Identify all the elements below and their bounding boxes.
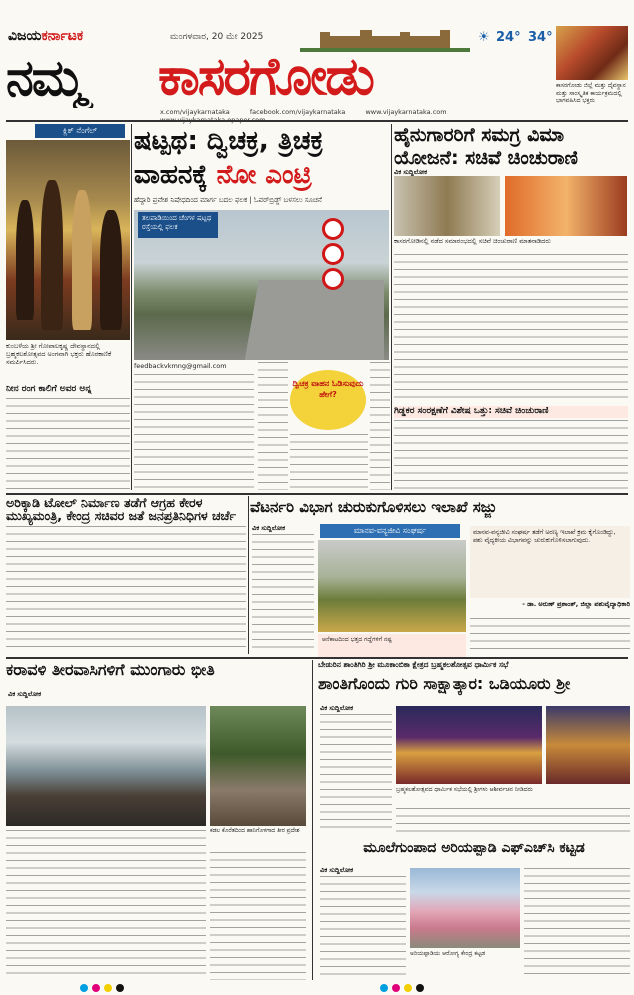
right-top-byline: ವಿಕ ಸುದ್ದಿಲೋಕ (394, 168, 428, 176)
yellow-mark-icon (104, 984, 112, 992)
no-auto-sign-icon (322, 268, 344, 290)
main-subheadline: ಹೆದ್ದಾರಿ ಪ್ರವೇಶ ನಿಷೇಧದಿಂದ ಮಾರ್ಗ ಬದಲ ಫಲಕ | ಓವರ್‌ಬ್ರಿಡ್ಜ್ ಬಳಸಲು ಸೂಚನೆ (134, 196, 322, 204)
paddy-photo-caption: ಆನೆಕಾಟದಿಂದ ಭತ್ತದ ಗದ್ದೆಗಳಿಗೆ ನಷ್ಟ (318, 634, 466, 658)
right-top-caption: ಕಾಸರಗೋಡಿನಲ್ಲಿ ನಡೆದ ಸಮಾರಂಭದಲ್ಲಿ ಸಚಿವೆ ಚಿಂಚುರಾಣಿ ಮಾತನಾಡಿದರು (394, 237, 551, 245)
fhc-caption: ಅರಿಯಪ್ಪಾಡಿಯ ಆರೋಗ್ಯ ಕೇಂದ್ರ ಕಟ್ಟಡ (410, 950, 486, 957)
brand-part-b: ಕರ್ನಾಟಕ (41, 28, 84, 44)
officer-signature: - ಡಾ. ಅರುಣ್ ಪ್ರಶಾಂತ್, ಜಿಲ್ಲಾ ಪಶುವೈದ್ಯಾಧಿಕಾರಿ (522, 600, 630, 608)
sun-icon: ☀ (478, 30, 490, 45)
fhc-body-2 (524, 868, 630, 980)
shanti-headline: ಶಾಂತಿಗೊಂದು ಗುರಿ ಸಾಕ್ಷಾತ್ಕಾರ: ಒಡಿಯೂರು ಶ್ರೀ (318, 674, 571, 693)
no-entry-signs (319, 215, 347, 305)
main-headline (134, 124, 389, 202)
toll-body (6, 526, 246, 652)
coastal-erosion-photo (6, 706, 206, 826)
reporter-email[interactable]: feedbackvkmng@gmail.com (134, 362, 227, 370)
magenta-mark-icon (392, 984, 400, 992)
shanti-byline: ವಿಕ ಸುದ್ದಿಲೋಕ (320, 704, 354, 712)
main-body-col3 (370, 362, 390, 490)
main-headline-line2: ವಾಹನಕ್ಕೆ (134, 160, 208, 190)
right-top-photo-b (505, 176, 627, 236)
monsoon-body-2 (210, 852, 306, 980)
temp-min: 24° (496, 30, 521, 45)
monsoon-caption: ಕಡಲ ಕೊರೆತದಿಂದ ಹಾನಿಗೊಳಗಾದ ತೀರ ಪ್ರದೇಶ (210, 828, 300, 834)
black-mark-icon (116, 984, 124, 992)
masthead-rule (6, 120, 628, 122)
section-rule (6, 657, 628, 659)
right-box-headline: ಗಿಡ್ಡಕರ ಸಂರಕ್ಷಣೆಗೆ ವಿಶೇಷ ಒತ್ತು: ಸಚಿವೆ ಚಿಂಚುರಾಣಿ (394, 406, 628, 418)
cyan-mark-icon (80, 984, 88, 992)
main-body-col1 (134, 374, 254, 490)
main-body-col2 (258, 362, 288, 490)
photo-badge: ತಲಪಾಡಿಯಿಂದ ಚೆಂಗಳ ಷಟ್ಪಥ ರಸ್ತೆಯಲ್ಲಿ ಫಲಕ (138, 212, 218, 238)
column-rule (131, 124, 132, 490)
officer-quote: ಮಾನವ-ವನ್ಯಜೀವಿ ಸಂಘರ್ಷ ತಡೆಗೆ ಅರಣ್ಯ ಇಲಾಖೆ ಕ್ರಮ ಕೈಗೊಂಡಿದ್ದು, ಪಶು ವೈದ್ಯಕೀಯ ವಿಭಾಗವನ್ನು ಚುರುಕುಗೊಳಿಸಲಾಗುವುದು. (470, 526, 630, 598)
no-bike-sign-icon (322, 243, 344, 265)
edition-date: ಮಂಗಳವಾರ, 20 ಮೇ 2025 (170, 32, 264, 42)
vet-body-2 (470, 618, 630, 654)
health-centre-photo (410, 868, 520, 948)
main-body-col4 (290, 434, 368, 490)
column-rule (248, 496, 249, 654)
toll-headline: ಅರಿಕ್ಕಾಡಿ ಟೋಲ್ ನಿರ್ಮಾಣ ತಡೆಗೆ ಆಗ್ರಹ ಕೇರಳ ಮುಖ್ಯಮಂತ್ರಿ, ಕೇಂದ್ರ ಸಚಿವರ ಜತೆ ಜನಪ್ರತಿನಿಧಿಗಳ ಚರ್ಚೆ (6, 495, 237, 523)
shanti-kicker: ಬೇಡುರಿನ ಶಾಂತಿಗಿರಿ ಶ್ರೀ ಮೂಕಾಂಬಿಕಾ ಕ್ಷೇತ್ರದ ಬ್ರಹ್ಮಕಲಶೋತ್ಸವ ಧಾರ್ಮಿಕ ಸಭೆ (318, 660, 509, 669)
monsoon-byline: ವಿಕ ಸುದ್ದಿಲೋಕ (8, 690, 42, 698)
website-link[interactable]: www.vijaykarnataka.com (365, 108, 447, 116)
magenta-mark-icon (92, 984, 100, 992)
right-box-body (394, 420, 628, 490)
right-top-headline: ಹೈನುಗಾರರಿಗೆ ಸಮಗ್ರ ವಿಮಾ ಯೋಜನೆ: ಸಚಿವೆ ಚಿಂಚುರಾಣಿ (394, 124, 579, 169)
brand-part-a: ವಿಜಯ (8, 28, 42, 44)
right-top-body (394, 254, 628, 404)
brand-logo (8, 28, 83, 44)
vet-byline: ವಿಕ ಸುದ್ದಿಲೋಕ (252, 524, 286, 532)
religious-meeting-photo (396, 706, 542, 784)
vet-headline: ವೆಟರ್ನರಿ ವಿಭಾಗ ಚುರುಕುಗೊಳಿಸಲು ಇಲಾಖೆ ಸಜ್ಜು (250, 498, 497, 516)
fhc-body (320, 876, 406, 980)
temp-max: 34° (528, 30, 553, 45)
right-top-photo-a (394, 176, 500, 236)
shanti-caption: ಬ್ರಹ್ಮಕಲಶೋತ್ಸವದ ಧಾರ್ಮಿಕ ಸಭೆಯಲ್ಲಿ ಶ್ರೀಗಳು ಆಶೀರ್ವಚನ ನೀಡಿದರು (396, 786, 533, 793)
temple-procession-photo (6, 140, 130, 340)
shanti-body-2 (396, 808, 630, 836)
paddy-field-photo (318, 540, 466, 632)
photo-tag: ಕ್ಲಿಕ್ ನೆಂಗೆಲ್ (35, 124, 125, 138)
shanti-body (320, 714, 392, 834)
masthead-title-a: ನಮ್ಮ (6, 49, 85, 107)
main-headline-red: ನೋ ಎಂಟ್ರಿ (216, 160, 312, 190)
print-marks (0, 982, 634, 994)
religious-meeting-photo-2 (546, 706, 630, 784)
question-callout: ದ್ವಿಚಕ್ರ ವಾಹನ ಓಡಿಸುವುದು ಹೇಗೆ? (290, 370, 366, 430)
column-rule (312, 660, 313, 980)
yellow-mark-icon (404, 984, 412, 992)
facebook-link[interactable]: facebook.com/vijaykarnataka (249, 108, 346, 116)
fhc-headline: ಮೂಲೆಗುಂಪಾದ ಅರಿಯಪ್ಪಾಡಿ ಎಫ್‌ಎಚ್‌ಸಿ ಕಟ್ಟಡ (363, 840, 585, 856)
vet-body (252, 534, 314, 652)
social-links (160, 108, 560, 118)
left-headline-2: ನೀನ ರಂಗ ಕಾಲಿಗೆ ಅವರ ಅನ್ನ (6, 384, 92, 394)
x-link[interactable]: x.com/vijaykarnataka (160, 108, 230, 116)
no-entry-sign-icon (322, 218, 344, 240)
column-rule (391, 124, 392, 490)
fhc-byline: ವಿಕ ಸುದ್ದಿಲೋಕ (320, 866, 354, 874)
left-body-text (6, 398, 130, 490)
monsoon-headline: ಕರಾವಳಿ ತೀರವಾಸಿಗಳಿಗೆ ಮುಂಗಾರು ಭೀತಿ (6, 660, 215, 679)
masthead-side-photo (556, 26, 628, 80)
cyan-mark-icon (380, 984, 388, 992)
coastal-photo-2 (210, 706, 306, 826)
masthead-side-caption: ಕಾಸರಗೋಡು ಜಿಲ್ಲೆ ಮತ್ತು ದೈವಸ್ಥಾನ ಮತ್ತು ಸಾಂಸ್ಕೃತಿಕ ಕಾರ್ಯಕ್ರಮದಲ್ಲಿ ಭಾಗವಹಿಸಿದ ಭಕ್ತರು (556, 82, 626, 104)
masthead-title-b: ಕಾಸರಗೋಡು (158, 47, 373, 107)
black-mark-icon (416, 984, 424, 992)
left-photo-caption: ಕುಂಬಳೆಯ ಶ್ರೀ ಗೋಪಾಲಕೃಷ್ಣ ದೇವಸ್ಥಾನದಲ್ಲಿ ಬ್ರಹ್ಮಕಲಶೋತ್ಸವದ ಅಂಗವಾಗಿ ಭಕ್ತರು ಹೊರಕಾಣಿಕೆ ಸಮರ್ಪಿಸಿದರು. (6, 342, 112, 366)
vet-section-banner: ಮಾನವ-ವನ್ಯಜೀವಿ ಸಂಘರ್ಷ (320, 524, 460, 538)
monsoon-body (6, 830, 206, 980)
main-headline-line1: ಷಟ್ಪಥ: ದ್ವಿಚಕ್ರ, ತ್ರಿಚಕ್ರ (134, 126, 324, 156)
